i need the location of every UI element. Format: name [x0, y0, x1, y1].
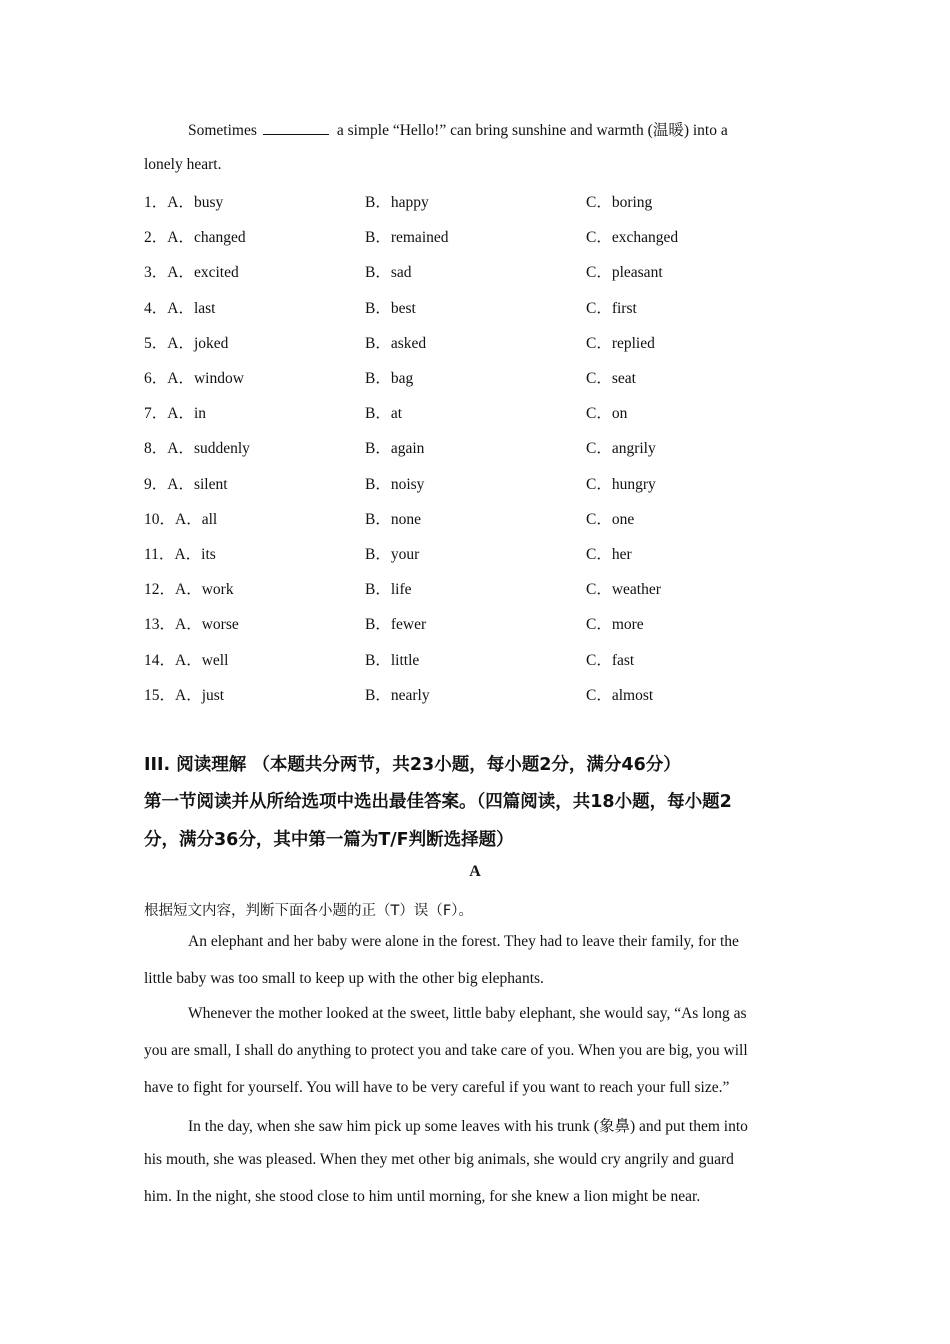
option-b: B．remained [365, 229, 449, 247]
option-b: B．best [365, 299, 416, 317]
option-b: B．again [365, 440, 425, 458]
question-number: 6． [144, 370, 168, 387]
option-a [144, 612, 239, 634]
question-option-row [144, 542, 804, 564]
option-a [144, 225, 246, 247]
option-a-text: A．silent [167, 475, 228, 493]
option-a [144, 577, 234, 599]
question-option-row [144, 190, 804, 212]
option-b: B．none [365, 510, 421, 528]
option-b: B．nearly [365, 686, 430, 704]
question-number: 8． [144, 440, 168, 458]
option-a-text: A．work [175, 581, 234, 599]
question-option-row [144, 296, 804, 318]
option-b: B．fewer [365, 616, 427, 634]
passage-line: In the day, when she saw him pick up some leaves with his trunk (象鼻) and put them into [188, 1118, 748, 1135]
option-c: C．more [586, 616, 644, 634]
option-c: C．exchanged [586, 229, 679, 247]
passage-line: have to fight for yourself. You will have to be very careful if you want to reach your full size.” [144, 1079, 730, 1096]
option-c: C．hungry [586, 475, 656, 493]
option-c: C．weather [586, 581, 661, 599]
option-a-text: A．last [167, 299, 216, 317]
option-b: B．sad [365, 264, 412, 282]
question-number: 5． [144, 334, 168, 352]
question-option-row [144, 612, 804, 634]
section-subheading-line-2: 分，满分36分，其中第一篇为T/F判断选择题） [144, 830, 514, 850]
passage-line: An elephant and her baby were alone in the forest. They had to leave their family, for the [188, 933, 739, 950]
option-b: B．noisy [365, 475, 425, 493]
question-number: 7． [144, 405, 168, 423]
question-option-row [144, 366, 804, 388]
option-c: C．replied [586, 334, 655, 352]
question-option-row [144, 683, 804, 705]
question-option-row [144, 225, 804, 247]
option-c: C．pleasant [586, 264, 663, 282]
option-a-text: A．changed [167, 229, 246, 247]
question-number: 2． [144, 229, 168, 247]
intro-line-2: lonely heart. [144, 156, 222, 173]
question-option-row [144, 472, 804, 494]
option-a-text: A．in [167, 405, 207, 423]
option-a [144, 507, 217, 529]
passage-line: you are small, I shall do anything to protect you and take care of you. When you are big, you will [144, 1042, 748, 1059]
option-c: C．almost [586, 686, 654, 704]
passage-label: A [469, 863, 481, 880]
passage-line: his mouth, she was pleased. When they met other big animals, she would cry angrily and guard [144, 1151, 734, 1168]
option-a [144, 683, 224, 705]
option-a [144, 472, 228, 494]
option-a-text: A．busy [167, 194, 224, 211]
passage-line: Whenever the mother looked at the sweet, little baby elephant, she would say, “As long as [188, 1005, 747, 1022]
option-a [144, 648, 228, 670]
option-c: C．her [586, 546, 632, 563]
option-b: B．little [365, 651, 420, 669]
section-heading: III. 阅读理解 （本题共分两节，共23小题，每小题2分，满分46分） [144, 755, 681, 775]
option-c: C．one [586, 510, 635, 528]
option-c: C．fast [586, 651, 635, 669]
question-number: 12． [144, 581, 176, 599]
option-a [144, 366, 244, 388]
answer-blank [263, 133, 329, 135]
option-a-text: A．excited [167, 264, 239, 282]
passage-line: him. In the night, she stood close to him until morning, for she knew a lion might be near. [144, 1188, 701, 1205]
question-option-row [144, 577, 804, 599]
option-b: B．your [365, 546, 420, 563]
section-subheading-line-1: 第一节阅读并从所给选项中选出最佳答案。（四篇阅读，共18小题，每小题2 [144, 792, 732, 812]
intro-line-1 [188, 118, 848, 140]
option-a-text: A．window [167, 370, 244, 387]
option-a-text: A．its [174, 546, 216, 563]
intro-text-after: a simple “Hello!” can bring sunshine and warmth (温暖) into a [336, 122, 728, 139]
option-b: B．happy [365, 194, 429, 211]
passage-line: little baby was too small to keep up with the other big elephants. [144, 970, 544, 987]
option-b: B．bag [365, 370, 414, 387]
option-a [144, 542, 216, 564]
option-a [144, 190, 223, 212]
question-number: 10． [144, 510, 176, 528]
option-a [144, 436, 250, 458]
question-number: 9． [144, 475, 168, 493]
option-a [144, 296, 215, 318]
option-c: C．angrily [586, 440, 656, 458]
question-number: 1． [144, 194, 168, 211]
intro-text-before: Sometimes [188, 122, 257, 139]
option-a-text: A．joked [167, 334, 229, 352]
option-a-text: A．well [175, 651, 229, 669]
option-a [144, 260, 239, 282]
option-c: C．first [586, 299, 637, 317]
question-option-row [144, 260, 804, 282]
option-a-text: A．suddenly [167, 440, 250, 458]
option-a [144, 401, 206, 423]
option-a-text: A．worse [175, 616, 239, 634]
option-a [144, 331, 228, 353]
instruction-text: 根据短文内容，判断下面各小题的正（T）误（F）。 [144, 903, 473, 919]
option-a-text: A．just [175, 686, 225, 704]
option-c: C．seat [586, 370, 636, 387]
question-number: 13． [144, 616, 176, 634]
question-number: 4． [144, 299, 168, 317]
question-option-row [144, 401, 804, 423]
option-b: B．life [365, 581, 412, 599]
question-number: 11． [144, 546, 175, 563]
question-option-row [144, 648, 804, 670]
question-option-row [144, 436, 804, 458]
question-option-row [144, 507, 804, 529]
option-c: C．boring [586, 194, 653, 211]
question-number: 15． [144, 686, 176, 704]
question-number: 14． [144, 651, 176, 669]
option-a-text: A．all [175, 510, 218, 528]
option-b: B．asked [365, 334, 427, 352]
question-number: 3． [144, 264, 168, 282]
option-b: B．at [365, 405, 403, 423]
question-option-row [144, 331, 804, 353]
option-c: C．on [586, 405, 628, 423]
